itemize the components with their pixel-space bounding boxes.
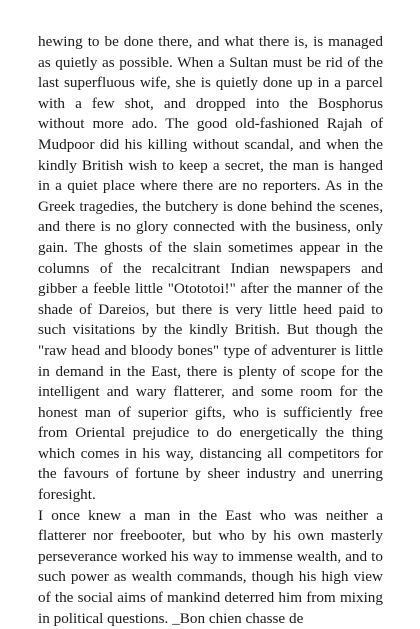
document-page bbox=[38, 32, 383, 629]
paragraph-2: I once knew a man in the East who was neither a flatterer nor freebooter, but who by his own masterly perseverance worked his way to immense wealth, and to such power as wealth commands, though his high view of the social aims of mankind deterred him from mixing in political questions. _Bon chien chasse de bbox=[38, 506, 383, 627]
paragraph-1: hewing to be done there, and what there is, is managed as quietly as possible. When a Sultan must be rid of the last superfluous wife, she is quietly done up in a parcel with a few shot, and dropped into the Bosphorus without more ado. The good old-fashioned Rajah of Mudpoor did his killing without scandal, and when the kindly British wish to keep a secret, the man is hanged in a quiet place where there are no reporters. As in the Greek tragedies, the butchery is done behind the scenes, and there is no glory connected with the business, only gain. The ghosts of the slain sometimes appear in the columns of the recalcitrant Indian newspapers and gibber a feeble little "Otototoi!" after the manner of the shade of Dareios, but there is very little heed paid to such visitations by the kindly British. But though the "raw head and bloody bones" type of adventurer is little in demand in the East, there is plenty of scope for the intelligent and wary flatterer, and some room for the honest man of superior gifts, who is sufficiently free from Oriental prejudice to do energetically the thing which comes in his way, distancing all competitors for the favours of fortune by sheer industry and unerring foresight. bbox=[38, 33, 383, 504]
